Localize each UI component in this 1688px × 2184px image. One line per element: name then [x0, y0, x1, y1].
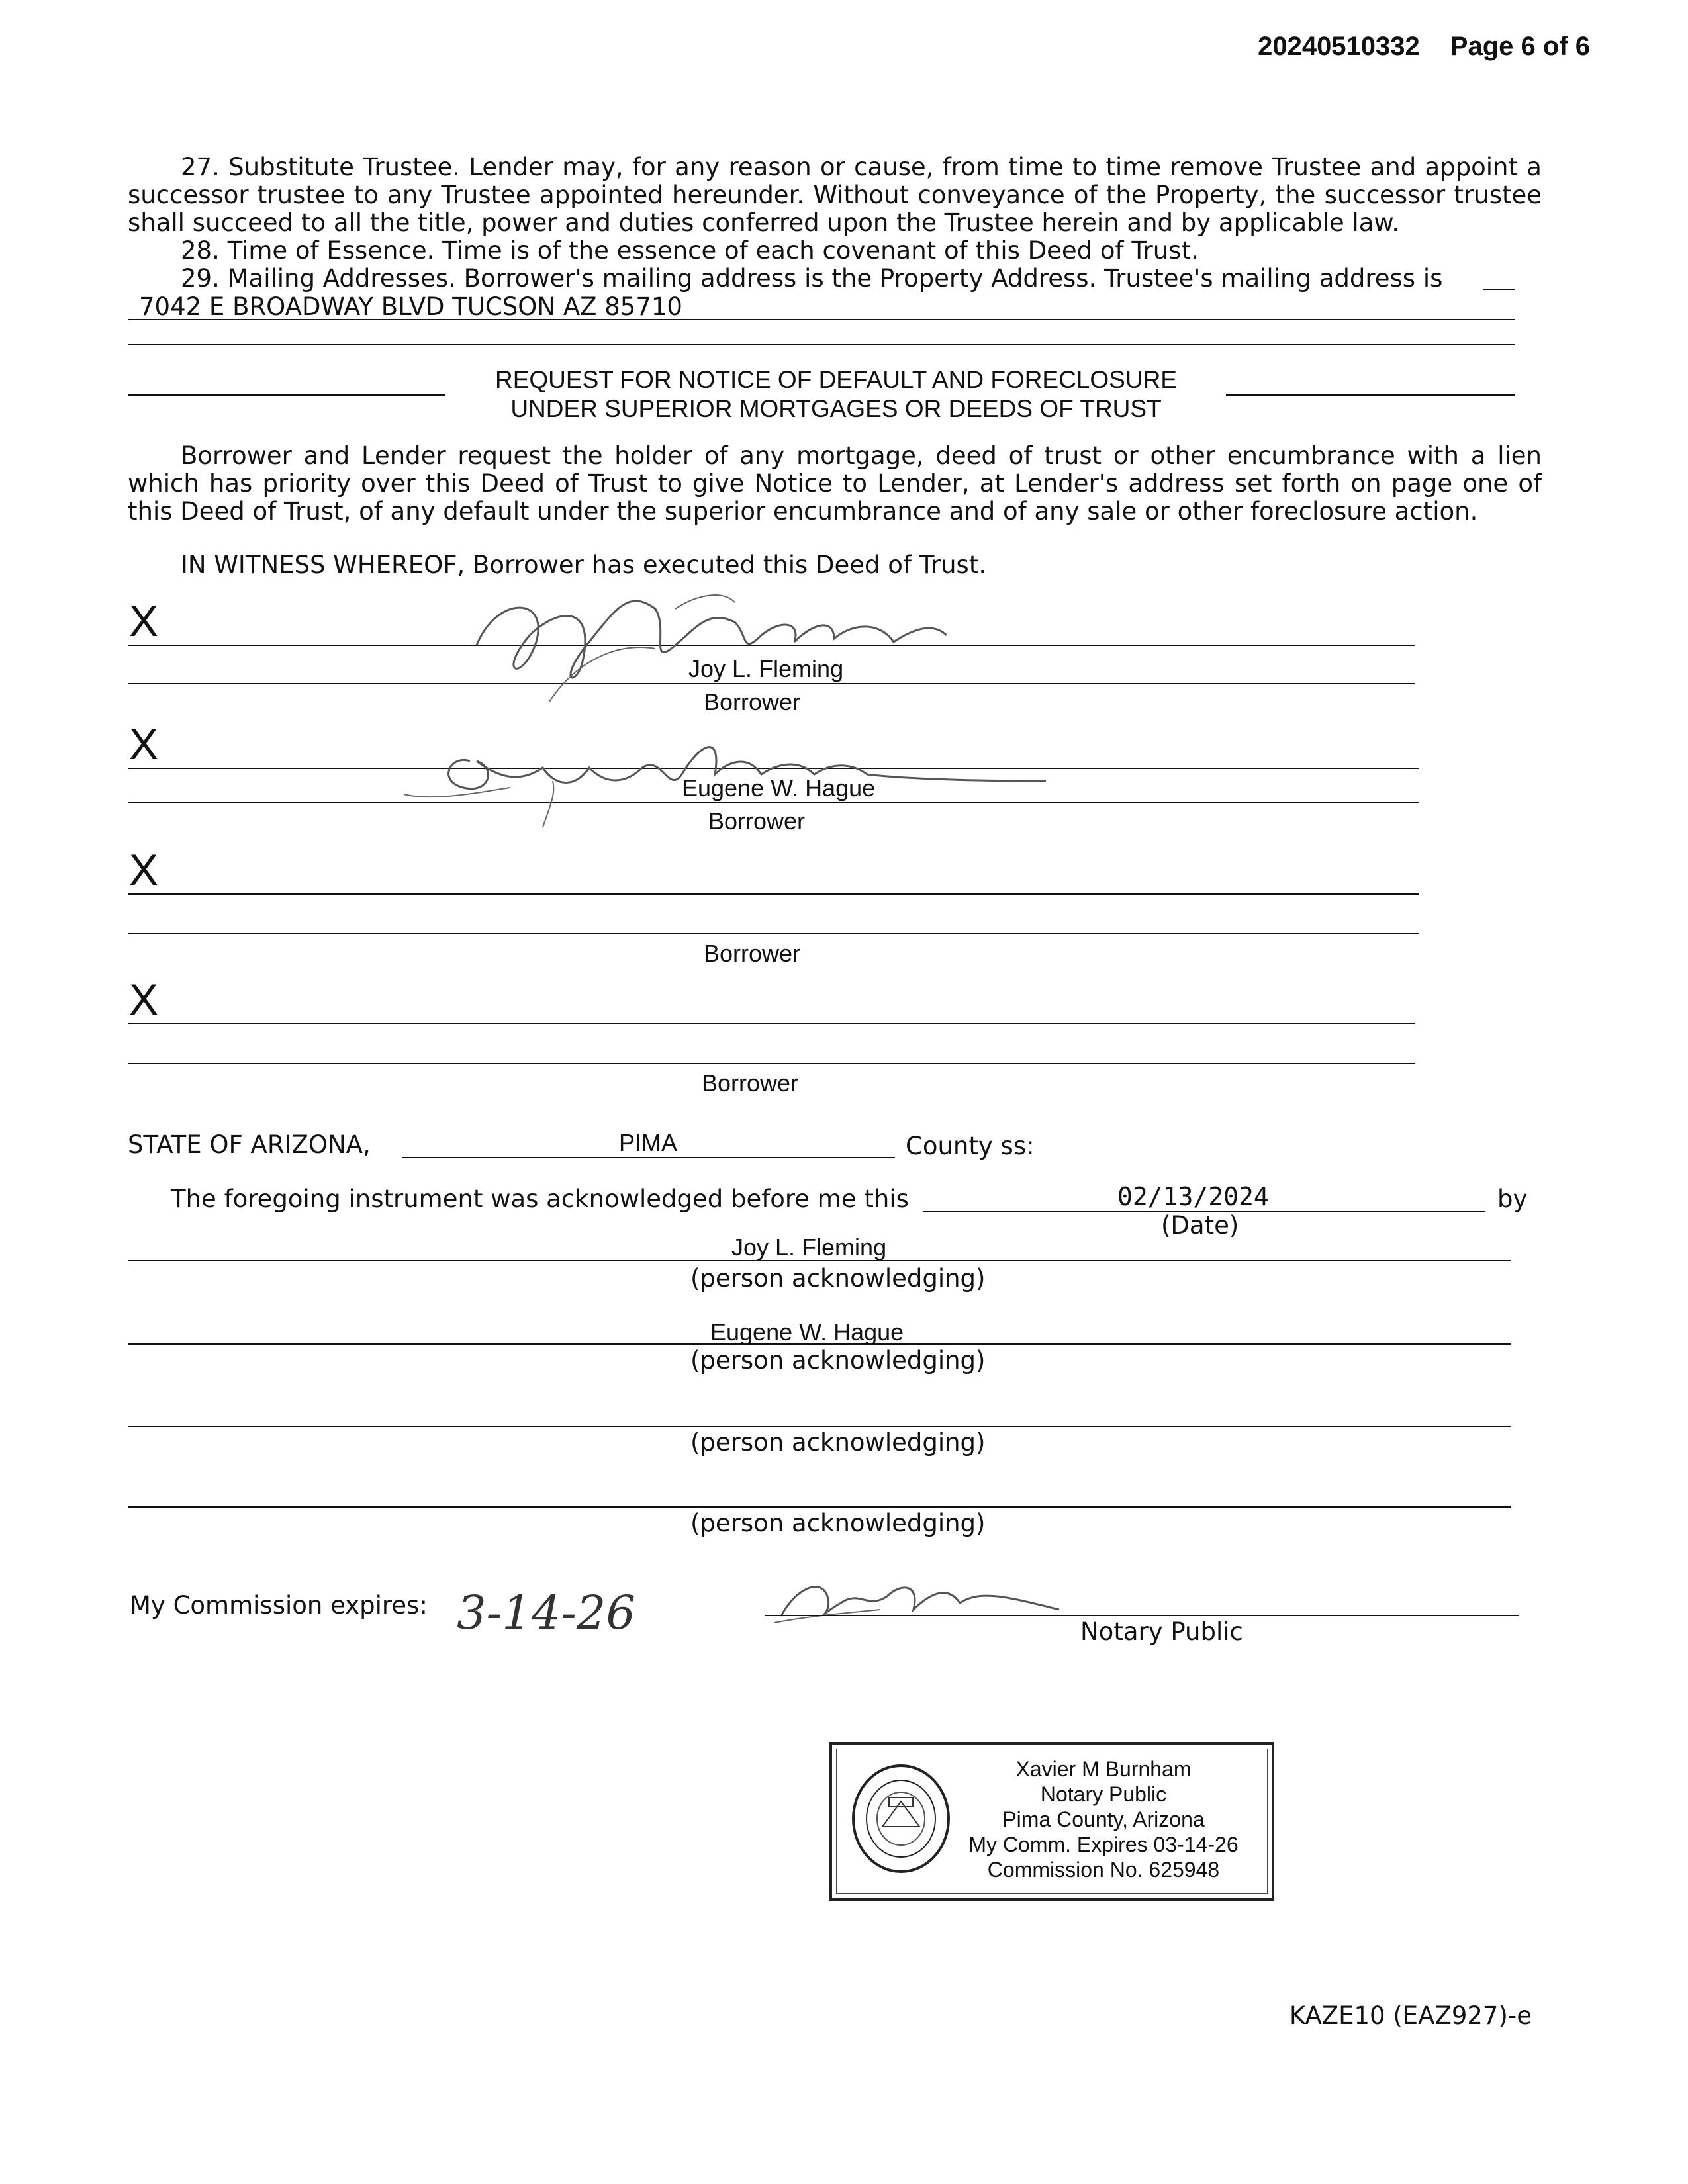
county-label: County ss: — [906, 1132, 1035, 1160]
notary-seal-text — [964, 1756, 1243, 1882]
person-label: (person acknowledging) — [690, 1428, 986, 1457]
signature-x-mark: X — [129, 845, 159, 894]
section-27-body: Lender may, for any reason or cause, from time to time remove Trustee and appoint a successor trustee to any Trustee appointed hereunder. Without conveyance of the Property, the successor trustee shall succeed to all the title, power and duties conferred upon the Trustee herein and by applicable law. — [128, 153, 1542, 237]
signature-notary — [768, 1570, 1072, 1629]
request-rule-right — [1226, 394, 1515, 396]
person-label: (person acknowledging) — [690, 1264, 986, 1293]
person-label: (person acknowledging) — [690, 1346, 986, 1375]
acknowledgment-text: The foregoing instrument was acknowledged before me this — [171, 1185, 909, 1213]
page-header — [1227, 32, 1590, 62]
notary-public-label: Notary Public — [1080, 1617, 1243, 1646]
arizona-state-seal-icon — [848, 1760, 954, 1877]
signature-line — [128, 1023, 1415, 1024]
state-label: STATE OF ARIZONA, — [128, 1130, 371, 1159]
signature-joy-fleming — [457, 582, 973, 702]
section-29-body: Borrower's mailing address is the Property Address. Trustee's mailing address is — [455, 264, 1443, 293]
witness-statement: IN WITNESS WHEREOF, Borrower has executed this Deed of Trust. — [181, 551, 987, 579]
name-line — [128, 1063, 1415, 1064]
person-line — [128, 1506, 1511, 1508]
borrower-label: Borrower — [704, 940, 801, 967]
person-line — [128, 1260, 1511, 1261]
signature-x-mark: X — [129, 719, 159, 768]
section-29-title: 29. Mailing Addresses. — [181, 264, 456, 293]
address-lead-line — [1483, 289, 1515, 290]
request-title-line-1: REQUEST FOR NOTICE OF DEFAULT AND FORECLOSURE — [495, 366, 1177, 393]
address-line-2 — [128, 344, 1515, 345]
section-28-title: 28. Time of Essence. — [181, 236, 435, 265]
person-line — [128, 1343, 1511, 1345]
request-title — [452, 365, 1220, 424]
acknowledgment-date: 02/13/2024 — [1117, 1182, 1269, 1211]
trustee-address: 7042 E BROADWAY BLVD TUCSON AZ 85710 — [139, 293, 682, 321]
page-number: Page 6 of 6 — [1450, 32, 1590, 61]
county-line — [402, 1157, 895, 1158]
signature-x-mark: X — [129, 975, 159, 1024]
section-27-title: 27. Substitute Trustee. — [181, 153, 461, 181]
signer-name: Eugene W. Hague — [682, 774, 876, 801]
person-label: (person acknowledging) — [690, 1509, 986, 1537]
seal-county: Pima County, Arizona — [1002, 1807, 1205, 1831]
address-line-1 — [128, 319, 1515, 320]
signature-line — [128, 893, 1419, 895]
county-name: PIMA — [619, 1129, 678, 1156]
signature-eugene-hague — [391, 715, 1053, 834]
commission-label: My Commission expires: — [130, 1591, 428, 1619]
seal-notary-name: Xavier M Burnham — [1015, 1757, 1192, 1781]
acknowledging-person: Eugene W. Hague — [710, 1318, 904, 1345]
borrower-label: Borrower — [708, 807, 806, 835]
seal-title: Notary Public — [1040, 1782, 1167, 1806]
request-rule-left — [128, 394, 445, 396]
acknowledging-person: Joy L. Fleming — [731, 1234, 887, 1261]
seal-expiration: My Comm. Expires 03-14-26 — [968, 1833, 1239, 1856]
request-title-line-2: UNDER SUPERIOR MORTGAGES OR DEEDS OF TRUST — [510, 395, 1162, 422]
by-label: by — [1497, 1185, 1528, 1213]
signature-x-mark: X — [129, 596, 159, 645]
section-28 — [128, 237, 1542, 265]
form-code: KAZE10 (EAZ927)-e — [1289, 2001, 1532, 2030]
request-body: Borrower and Lender request the holder of any mortgage, deed of trust or other encumbrance with a lien which has priority over this Deed of Trust to give Notice to Lender, at Lender's address set forth on page one of this Deed of Trust, of any default under the superior encumbrance and of any sale or other foreclosure action. — [128, 441, 1542, 525]
notary-seal-stamp — [829, 1742, 1274, 1901]
name-line — [128, 933, 1419, 934]
seal-commission-number: Commission No. 625948 — [987, 1858, 1220, 1882]
date-label: (Date) — [1161, 1211, 1239, 1240]
person-line — [128, 1426, 1511, 1427]
commission-expiry-date: 3-14-26 — [457, 1586, 635, 1640]
signer-name: Joy L. Fleming — [688, 655, 844, 682]
notary-signature-line — [765, 1615, 1519, 1616]
section-27 — [128, 154, 1542, 237]
borrower-label: Borrower — [704, 688, 801, 715]
section-28-body: Time is of the essence of each covenant of this Deed of Trust. — [434, 236, 1199, 265]
borrower-label: Borrower — [702, 1069, 799, 1097]
section-29 — [128, 265, 1505, 293]
document-number: 20240510332 — [1258, 32, 1420, 61]
